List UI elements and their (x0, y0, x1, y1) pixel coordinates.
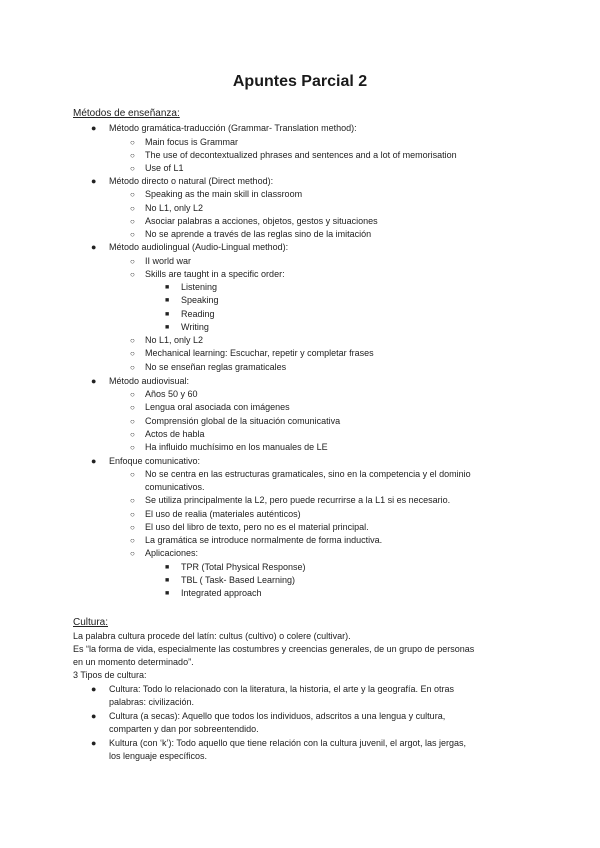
list-item: Mechanical learning: Escuchar, repetir y completar frases (145, 348, 374, 358)
bullet-icon: ● (91, 376, 97, 386)
cultura-heading: Cultura: (73, 617, 109, 628)
circle-bullet-icon: ○ (130, 403, 135, 412)
paragraph-continuation: en un momento determinado”. (73, 657, 194, 667)
list-item: No se enseñan reglas gramaticales (145, 362, 287, 372)
list-item: II world war (145, 256, 192, 266)
list-item: Actos de habla (145, 429, 205, 439)
circle-bullet-icon: ○ (130, 496, 135, 505)
list-item: No L1, only L2 (145, 335, 204, 345)
circle-bullet-icon: ○ (130, 417, 135, 426)
list-item: Asociar palabras a acciones, objetos, gestos y situaciones (145, 216, 378, 226)
tipos-heading: 3 Tipos de cultura: (73, 670, 147, 680)
metodos-heading: Métodos de enseñanza: (73, 108, 180, 119)
list-item: The use of decontextualized phrases and sentences and a lot of memorisation (145, 150, 457, 160)
skill-item: Speaking (181, 295, 219, 305)
list-item: La gramática se introduce normalmente de forma inductiva. (145, 535, 383, 545)
circle-bullet-icon: ○ (130, 390, 135, 399)
enfoque-comunicativo: Enfoque comunicativo: (109, 456, 201, 466)
circle-bullet-icon: ○ (130, 349, 135, 358)
tipo-cultura-item: Cultura: Todo lo relacionado con la literatura, la historia, el arte y la geografía. En otras (109, 684, 455, 694)
list-item: Años 50 y 60 (145, 389, 198, 399)
square-bullet-icon: ■ (165, 324, 170, 331)
circle-bullet-icon: ○ (130, 549, 135, 558)
list-item: El uso de realia (materiales auténticos) (145, 509, 301, 519)
square-bullet-icon: ■ (165, 284, 170, 291)
bullet-icon: ● (91, 456, 97, 466)
paragraph: Es “la forma de vida, especialmente las costumbres y creencias generales, de un grupo de personas (73, 644, 475, 654)
square-bullet-icon: ■ (165, 564, 170, 571)
circle-bullet-icon: ○ (130, 257, 135, 266)
bullet-icon: ● (91, 711, 97, 721)
aplicacion-item: TBL ( Task- Based Learning) (181, 575, 296, 585)
tipo-cultura-continuation: palabras: civilización. (109, 697, 195, 707)
circle-bullet-icon: ○ (130, 164, 135, 173)
square-bullet-icon: ■ (165, 297, 170, 304)
list-item-continuation: comunicativos. (145, 482, 205, 492)
circle-bullet-icon: ○ (130, 470, 135, 479)
bullet-icon: ● (91, 242, 97, 252)
list-item: No se centra en las estructuras gramaticales, sino en la competencia y el dominio (145, 469, 471, 479)
metodo-directo: Método directo o natural (Direct method): (109, 176, 274, 186)
circle-bullet-icon: ○ (130, 151, 135, 160)
tipo-cultura-continuation: comparten y dan por sobreentendido. (109, 724, 259, 734)
circle-bullet-icon: ○ (130, 270, 135, 279)
circle-bullet-icon: ○ (130, 510, 135, 519)
list-item: No L1, only L2 (145, 203, 204, 213)
list-item: Use of L1 (145, 163, 184, 173)
list-item: Aplicaciones: (145, 548, 199, 558)
page-title: Apuntes Parcial 2 (232, 73, 368, 90)
circle-bullet-icon: ○ (130, 430, 135, 439)
metodo-audiolingual: Método audiolingual (Audio-Lingual method): (109, 242, 289, 252)
list-item: Main focus is Grammar (145, 137, 239, 147)
bullet-icon: ● (91, 684, 97, 694)
square-bullet-icon: ■ (165, 577, 170, 584)
circle-bullet-icon: ○ (130, 138, 135, 147)
tipo-cultura-item: Kultura (con ‘k’): Todo aquello que tiene relación con la cultura juvenil, el argot, las jergas, (109, 738, 467, 748)
aplicacion-item: Integrated approach (181, 588, 262, 598)
circle-bullet-icon: ○ (130, 443, 135, 452)
circle-bullet-icon: ○ (130, 204, 135, 213)
list-item: Ha influido muchísimo en los manuales de LE (145, 442, 328, 452)
circle-bullet-icon: ○ (130, 190, 135, 199)
bullet-icon: ● (91, 123, 97, 133)
circle-bullet-icon: ○ (130, 363, 135, 372)
square-bullet-icon: ■ (165, 590, 170, 597)
square-bullet-icon: ■ (165, 311, 170, 318)
aplicacion-item: TPR (Total Physical Response) (181, 562, 306, 572)
metodo-gramatica-traduccion: Método gramática-traducción (Grammar- Translation method): (109, 123, 357, 133)
tipo-cultura-item: Cultura (a secas): Aquello que todos los individuos, adscritos a una lengua y cultura, (109, 711, 446, 721)
tipo-cultura-continuation: los lenguaje específicos. (109, 751, 208, 761)
skill-item: Listening (181, 282, 218, 292)
list-item: Comprensión global de la situación comunicativa (145, 416, 341, 426)
paragraph: La palabra cultura procede del latín: cultus (cultivo) o colere (cultivar). (73, 631, 351, 641)
list-item: El uso del libro de texto, pero no es el material principal. (145, 522, 369, 532)
circle-bullet-icon: ○ (130, 536, 135, 545)
bullet-icon: ● (91, 738, 97, 748)
list-item: Lengua oral asociada con imágenes (145, 402, 290, 412)
bullet-icon: ● (91, 176, 97, 186)
metodo-audiovisual: Método audiovisual: (109, 376, 190, 386)
skill-item: Writing (181, 322, 209, 332)
circle-bullet-icon: ○ (130, 336, 135, 345)
list-item: Skills are taught in a specific order: (145, 269, 285, 279)
circle-bullet-icon: ○ (130, 217, 135, 226)
circle-bullet-icon: ○ (130, 230, 135, 239)
list-item: Se utiliza principalmente la L2, pero puede recurrirse a la L1 si es necesario. (145, 495, 451, 505)
list-item: Speaking as the main skill in classroom (145, 189, 303, 199)
list-item: No se aprende a través de las reglas sino de la imitación (145, 229, 372, 239)
circle-bullet-icon: ○ (130, 523, 135, 532)
skill-item: Reading (181, 309, 215, 319)
